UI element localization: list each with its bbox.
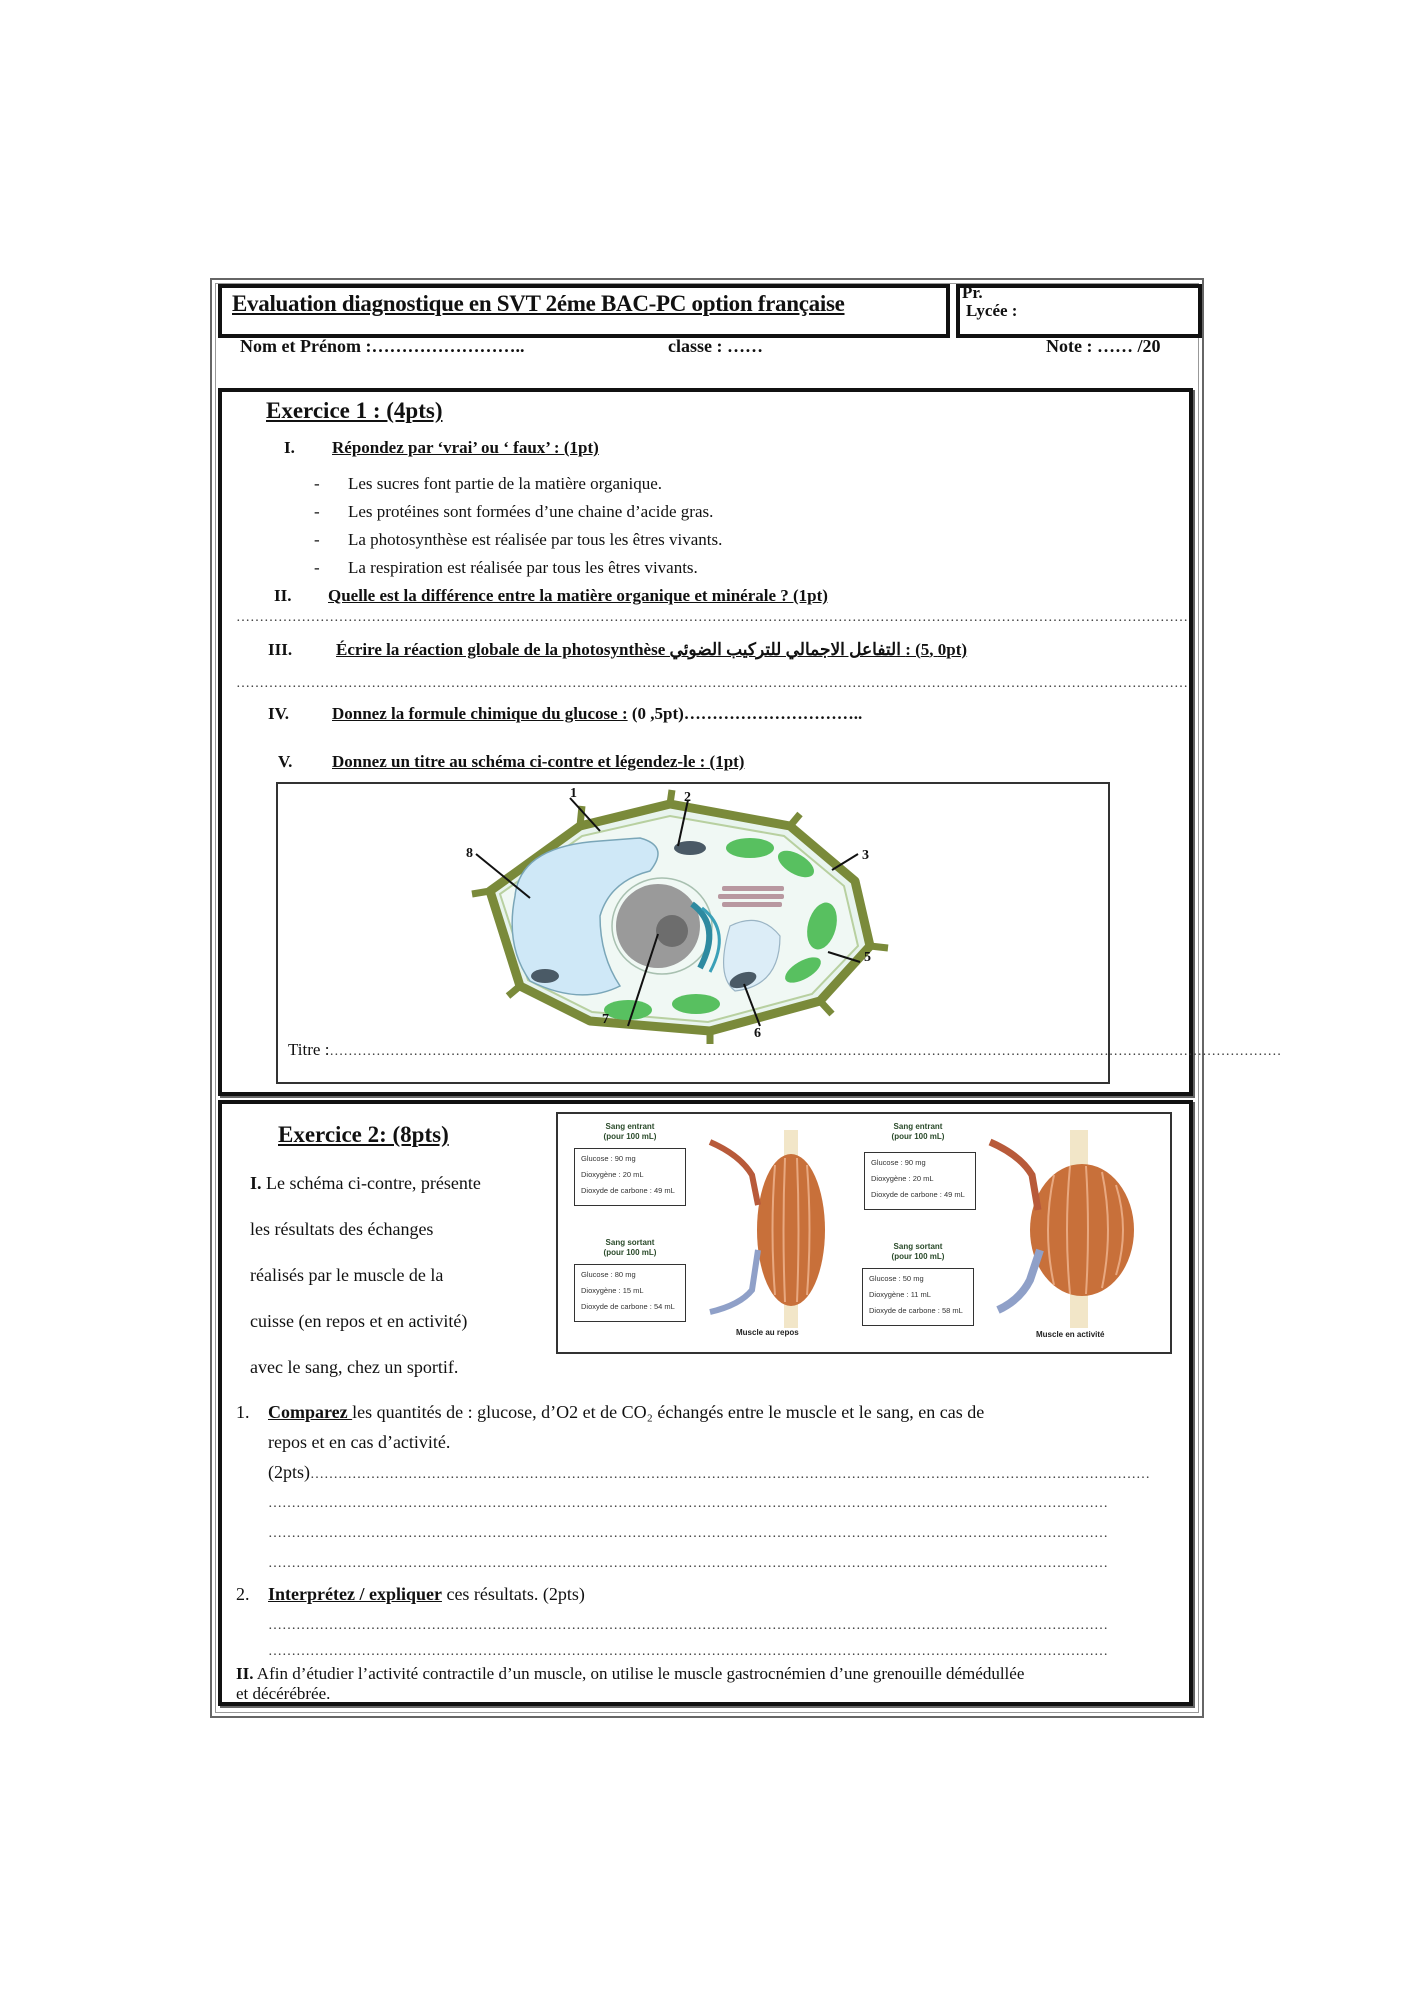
statement-4: La respiration est réalisée par tous les êtres vivants.	[348, 558, 698, 577]
ex2-question-2-number: 2.	[236, 1584, 250, 1604]
wall-junction	[820, 1001, 832, 1014]
activity-out-subtitle: (pour 100 mL)	[891, 1252, 945, 1261]
cell-label-3: 3	[862, 848, 869, 863]
golgi-apparatus	[718, 886, 784, 907]
mitochondrion	[531, 969, 559, 983]
question-4-label: Donnez la formule chimique du glucose :	[332, 704, 628, 723]
answer-line[interactable]: ……………………………………………………………………………………………………………………………………………………………………………………	[236, 610, 1188, 625]
answer-line[interactable]: ……………………………………………………………………………………………………………………………………………………………………………………	[236, 676, 1188, 691]
muscle-at-rest-illustration	[700, 1130, 830, 1330]
activity-out-title-text: Sang sortant	[893, 1242, 943, 1251]
rest-in-subtitle: (pour 100 mL)	[603, 1132, 657, 1141]
titre-label: Titre :	[288, 1040, 330, 1059]
vein	[998, 1250, 1040, 1310]
wall-junction	[508, 986, 520, 996]
ex2-part-2-number: II.	[236, 1664, 254, 1683]
answer-line[interactable]: ………………………………………………………………………………………………………………………………………………………………	[268, 1644, 1108, 1659]
titre-dots: ……………………………………………………………………………………………………………………………………………………………………………………	[329, 1044, 1282, 1059]
exercise-2-intro	[250, 1160, 481, 1390]
ex2-question-1-points: (2pts)	[268, 1462, 310, 1482]
vein	[710, 1250, 758, 1312]
wall-junction	[670, 790, 672, 804]
question-1-number: I.	[284, 438, 295, 457]
pr-label: Pr.	[962, 283, 983, 302]
bullet-dash: -	[314, 474, 320, 493]
answer-line[interactable]: ………………………………………………………………………………………………………………………………………………………………	[268, 1618, 1108, 1633]
intro-line-3: réalisés par le muscle de la	[250, 1265, 444, 1285]
cell-label-1: 1	[570, 786, 577, 801]
rest-in-title	[580, 1122, 680, 1142]
artery	[990, 1142, 1038, 1210]
statement-1: Les sucres font partie de la matière organique.	[348, 474, 663, 493]
ex2-question-1-text	[268, 1402, 984, 1423]
rest-in-oxygen: Dioxygène : 20 mL	[581, 1170, 644, 1179]
answer-dots: ………………………………………………………………………………………………………………………………………………………………	[310, 1467, 1150, 1482]
cell-label-5: 5	[864, 950, 871, 965]
activity-out-co2: Dioxyde de carbone : 58 mL	[869, 1306, 963, 1315]
question-5-number: V.	[278, 752, 293, 771]
diagram-title-field[interactable]	[288, 1040, 1282, 1060]
ex2-question-1-points-line[interactable]	[268, 1462, 1150, 1483]
activity-out-glucose: Glucose : 50 mg	[869, 1274, 924, 1283]
activity-in-title	[868, 1122, 968, 1142]
muscle-belly	[757, 1154, 825, 1306]
bullet-dash: -	[314, 558, 320, 577]
question-3-number: III.	[268, 640, 293, 659]
rest-in-title-text: Sang entrant	[605, 1122, 655, 1131]
intro-number: I.	[250, 1173, 262, 1193]
rest-in-co2: Dioxyde de carbone : 49 mL	[581, 1186, 675, 1195]
ex2-part-2-text-cont: et décérébrée.	[236, 1684, 331, 1703]
lycee-label: Lycée :	[966, 301, 1018, 320]
rest-out-glucose: Glucose : 80 mg	[581, 1270, 636, 1279]
ex2-question-2-text	[268, 1584, 585, 1605]
rest-out-co2: Dioxyde de carbone : 54 mL	[581, 1302, 675, 1311]
ex2-question-2-body: ces résultats. (2pts)	[441, 1584, 585, 1604]
answer-line[interactable]: ………………………………………………………………………………………………………………………………………………………………	[268, 1496, 1108, 1511]
answer-line[interactable]: ………………………………………………………………………………………………………………………………………………………………	[268, 1556, 1108, 1571]
activity-out-title	[868, 1242, 968, 1262]
ex2-question-1-number: 1.	[236, 1402, 250, 1422]
nucleolus	[656, 915, 688, 947]
answer-line[interactable]: ………………………………………………………………………………………………………………………………………………………………	[268, 1526, 1108, 1541]
activity-in-oxygen: Dioxygène : 20 mL	[871, 1174, 934, 1183]
muscle-in-activity-illustration	[990, 1130, 1140, 1330]
activity-in-co2: Dioxyde de carbone : 49 mL	[871, 1190, 965, 1199]
ex2-question-2-verb: Interprétez / expliquer	[268, 1584, 442, 1604]
cell-label-2: 2	[684, 790, 691, 805]
cell-label-7: 7	[602, 1012, 609, 1027]
activity-out-values	[862, 1268, 974, 1326]
exercise-2-title: Exercice 2: (8pts)	[278, 1122, 449, 1147]
ex2-question-1-body: les quantités de : glucose, d’O2 et de CO₂ échangés entre le muscle et le sang, en cas de	[352, 1402, 985, 1422]
activity-in-title-text: Sang entrant	[893, 1122, 943, 1131]
question-3-points: : (0 ,5pt)	[905, 640, 968, 659]
student-name-field[interactable]: Nom et Prénom :……………………..	[240, 336, 525, 356]
question-4-text	[332, 704, 862, 724]
rest-out-oxygen: Dioxygène : 15 mL	[581, 1286, 644, 1295]
intro-line-1	[250, 1160, 481, 1206]
rest-in-glucose: Glucose : 90 mg	[581, 1154, 636, 1163]
statement-2: Les protéines sont formées d’une chaine d’acide gras.	[348, 502, 714, 521]
intro-line-4: cuisse (en repos et en activité)	[250, 1311, 468, 1331]
question-2-text: Quelle est la différence entre la matière organique et minérale ? (1pt)	[328, 586, 828, 605]
exam-title: Evaluation diagnostique en SVT 2éme BAC-PC option française	[232, 291, 845, 316]
wall-junction	[472, 891, 490, 894]
rest-out-values	[574, 1264, 686, 1322]
cell-label-6: 6	[754, 1026, 761, 1041]
ex2-part-2-body: Afin d’étudier l’activité contractile d’un muscle, on utilise le muscle gastrocnémien d’une grenouille démédullée	[253, 1664, 1025, 1683]
rest-caption: Muscle au repos	[736, 1328, 799, 1337]
activity-in-glucose: Glucose : 90 mg	[871, 1158, 926, 1167]
ex2-question-1-text-cont: repos et en cas d’activité.	[268, 1432, 451, 1452]
question-1-text: Répondez par ‘vrai’ ou ‘ faux’ : (1pt)	[332, 438, 599, 457]
question-5-text: Donnez un titre au schéma ci-contre et légendez-le : (1pt)	[332, 752, 745, 771]
tendon-top	[1070, 1130, 1088, 1170]
question-4-number: IV.	[268, 704, 289, 723]
ex2-question-1-verb: Comparez	[268, 1402, 353, 1422]
artery	[710, 1142, 758, 1205]
rest-out-subtitle: (pour 100 mL)	[603, 1248, 657, 1257]
wall-junction	[790, 814, 800, 826]
wall-junction	[870, 946, 888, 948]
teacher-label	[962, 284, 1017, 320]
plant-cell-diagram	[460, 786, 930, 1046]
ex2-part-2-text	[236, 1664, 1024, 1684]
rest-out-title	[580, 1238, 680, 1258]
activity-in-values	[864, 1152, 976, 1210]
bullet-dash: -	[314, 502, 320, 521]
activity-out-oxygen: Dioxygène : 11 mL	[869, 1290, 931, 1299]
class-field[interactable]: classe : ……	[668, 336, 763, 356]
question-4-points: (0 ,5pt)…………………………..	[631, 704, 863, 723]
rest-in-values	[574, 1148, 686, 1206]
bullet-dash: -	[314, 530, 320, 549]
cell-label-8: 8	[466, 846, 473, 861]
intro-line-2: les résultats des échanges	[250, 1219, 434, 1239]
question-3-label: Écrire la réaction globale de la photosynthèse التفاعل الاجمالي للتركيب الضوئي	[336, 640, 901, 659]
statement-3: La photosynthèse est réalisée par tous les êtres vivants.	[348, 530, 723, 549]
intro-text: Le schéma ci-contre, présente	[266, 1173, 481, 1193]
activity-caption: Muscle en activité	[1036, 1330, 1105, 1339]
grade-field: Note : …… /20	[1046, 336, 1161, 356]
intro-line-5: avec le sang, chez un sportif.	[250, 1357, 459, 1377]
question-2-number: II.	[274, 586, 292, 605]
question-3-text	[336, 640, 967, 660]
activity-in-subtitle: (pour 100 mL)	[891, 1132, 945, 1141]
exercise-1-title: Exercice 1 : (4pts)	[266, 398, 443, 423]
muscle-belly	[1030, 1164, 1134, 1296]
rest-out-title-text: Sang sortant	[605, 1238, 655, 1247]
